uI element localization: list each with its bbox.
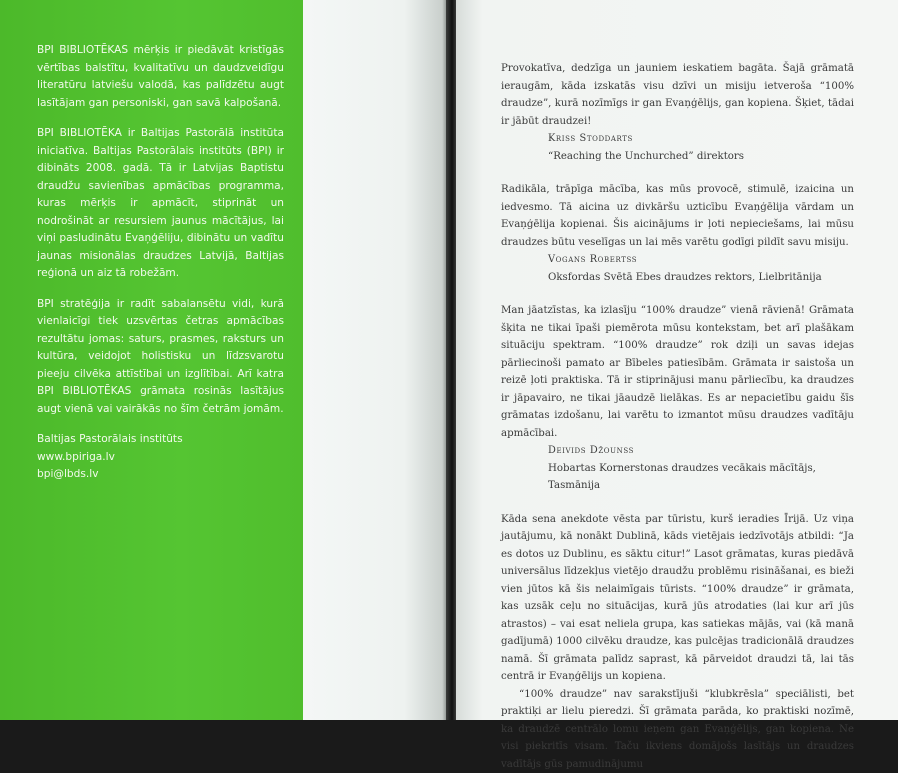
endorsement-role: “Reaching the Unchurched” direktors <box>501 148 854 166</box>
endorsement-role: Oksfordas Svētā Ebes draudzes rektors, Lielbritānija <box>501 269 854 287</box>
endorsement-name: Vogans Robertss <box>501 251 854 269</box>
endorsement-text: Radikāla, trāpīga mācība, kas mūs provocē, stimulē, izaicina un iedvesmo. Tā aicina uz divkāršu uzticību Evaņģēlija vārdam un Evaņģēlija kopienai. Šis aicinājums ir ļoti nepieciešams, lai mūsu draudzes būtu veselīgas un lai mēs varētu godīgi pildīt savu misiju. <box>501 181 854 251</box>
endorsement-name: Deivids Džounss <box>501 442 854 460</box>
endorsement-role: Hobartas Kornerstonas draudzes vecākais mācītājs, Tasmānija <box>501 460 854 495</box>
endorsement <box>501 181 854 286</box>
story-paragraph: “100% draudze” nav sarakstījuši “klubkrēsla” speciālisti, bet praktiķi ar lielu pieredzi. Šī grāmata parāda, ko praktiski nozīmē, ka draudzē centrālo lomu ieņem gan Evaņģēlijs, gan kopiena. Ne visi piekritīs visam. Taču ikviens domājošs lasītājs un draudzes vadītājs gūs pamudinājumu <box>501 686 854 773</box>
endorsement-text: Man jāatzīstas, ka izlasīju “100% draudze” vienā rāvienā! Grāmata šķita ne tikai īpaši piemērota mūsu kontekstam, bet arī plašākam situāciju spektram. “100% draudze” rok dziļi un savas idejas pārliecinoši pamato ar Bībeles patiesībām. Grāmata ir saistoša un reizē ļoti praktiska. Tā ir stiprinājusi manu pārliecību, ka draudzes ir jāpavairo, ne tikai jāaudzē lielākas. Es ar nepacietību gaidu šīs grāmatas izdošanu, lai varētu to izmantot mūsu draudzes vadītāju apmācībai. <box>501 302 854 442</box>
contact-block <box>37 431 284 484</box>
endorsement <box>501 302 854 495</box>
left-paragraph: BPI BIBLIOTĒKA ir Baltijas Pastorālā institūta iniciatīva. Baltijas Pastorālais institūts (BPI) ir dibināts 2008. gadā. Tā ir Latvijas Baptistu draudžu savienības apmācības programma, kuras mērķis ir apmācīt, stiprināt un nodrošināt ar resursiem jaunus mācītājus, lai viņi pasludinātu Evaņģēliju, dibinātu un vadītu jaunas misionālas draudzes Latvijā, Baltijas reģionā un aiz tā robežām. <box>37 125 284 283</box>
right-page-text <box>501 60 854 773</box>
left-paragraph: BPI stratēģija ir radīt sabalansētu vidi, kurā vienlaicīgi tiek uzsvērtas četras apmācības rezultātu jomas: saturs, prasmes, raksturs un kultūra, veidojot holistisku un līdzsvarotu pieeju cilvēka attīstībai un izglītībai. Arī katra BPI BIBLIOTĒKAS grāmata rosinās lasītājus augt vienā vai vairākās no šīm četrām jomām. <box>37 296 284 419</box>
left-paragraph: BPI BIBLIOTĒKAS mērķis ir piedāvāt kristīgās vērtības balstītu, kvalitatīvu un daudzveidīgu literatūru latviešu valodā, kas palīdzētu augt lasītājam gan personiski, gan savā kalpošanā. <box>37 42 284 112</box>
inside-cover-blank <box>303 0 448 720</box>
left-page-text <box>37 42 284 484</box>
contact-org: Baltijas Pastorālais institūts <box>37 431 284 449</box>
endorsement-text: Provokatīva, dedzīga un jauniem ieskatiem bagāta. Šajā grāmatā ieraugām, kāda izskatās visu dzīvi un misiju ietveroša “100% draudze”, kurā nozīmīgs ir gan Evaņģēlijs, gan kopiena. Šķiet, tādai ir jābūt draudzei! <box>501 60 854 130</box>
contact-email: bpi@lbds.lv <box>37 466 284 484</box>
endorsement-name: Kriss Stoddarts <box>501 130 854 148</box>
contact-web: www.bpiriga.lv <box>37 449 284 467</box>
left-page-green <box>0 0 303 720</box>
story-section <box>501 511 854 773</box>
story-paragraph: Kāda sena anekdote vēsta par tūristu, kurš ieradies Īrijā. Uz viņa jautājumu, kā nonākt Dublinā, kāds vietējais iedzīvotājs atbildi: “Ja es dotos uz Dublinu, es sāktu citur!” Lasot grāmatas, kuras piedāvā universālus līdzekļus vietējo draudžu problēmu risināšanai, es bieži vien jūtos kā šis nelaimīgais tūrists. “100% draudze” ir grāmata, kas uzsāk ceļu no situācijas, kurā jūs atrodaties (lai kur arī jūs atrastos) – vai esat neliela grupa, kas satiekas mājās, vai (kā manā gadījumā) 1000 cilvēku draudze, kas pulcējas tradicionālā draudzes namā. Šī grāmata palīdz saprast, kā pārveidot draudzi tā, lai tās centrā ir Evaņģēlijs un kopiena. <box>501 511 854 686</box>
endorsement <box>501 60 854 165</box>
